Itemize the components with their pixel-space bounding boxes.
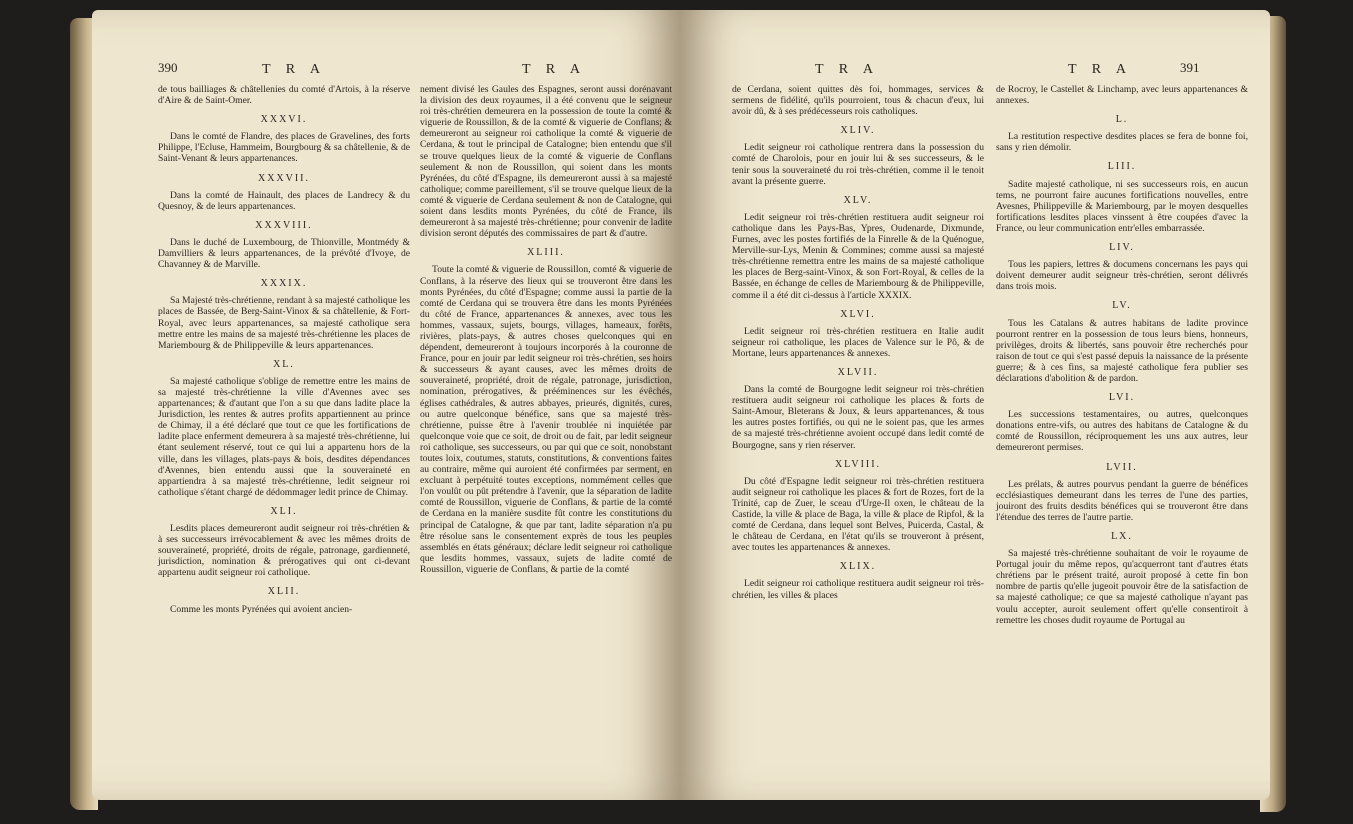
article-number: XLIV.: [840, 125, 876, 137]
article-number: L.: [1115, 114, 1129, 126]
paragraph: Sa Majesté très-chrétienne, rendant à sa majesté catholique les places de Bassée, de Berg-Saint-Vinox & sa châtellenie, & Fort-Royal, avec leurs appartenances, sa majesté catholique sera mettre entre les mains de sa majesté très-chrétienne les places de Mariembourg & de Philippeville & leurs appartenances.: [158, 295, 410, 351]
paragraph: nement divisé les Gaules des Espagnes, seront aussi dorénavant la division des deux royaumes, il a été convenu que le seigneur roi très-chrétien demeurera en la possession de toute la comté & viguerie de Roussillon, & de la comté & viguerie de Conflans; & demeureront au seigneur roi catholique la comté & viguerie de Cerdana, & tout le principal de Catalogne; bien entendu que s'il se trouve quelques lieux de la comté & viguerie de Conflans seulement & non de Roussillon, qui soient dans les monts Pyrénées, du côté d'Espagne, ils demeureront aussi à sa majesté catholique; comme pareillement, s'il se trouve quelque lieux de la comté & viguerie de Cerdana seulement & non de Catalogne, qui soient dans lesdits monts Pyrénées, du côté de France, ils demeureront à sa majesté très-chrétienne; pour convenir de ladite division seront députés des commissaires de part & d'autre.: [420, 84, 672, 240]
paragraph: de Cerdana, soient quittes dès foi, hommages, services & sermens de fidélité, qu'ils pourroient, tous & chacun d'eux, lui avoir dû, & à ses prédécesseurs rois catholiques.: [732, 84, 984, 118]
paragraph: Du côté d'Espagne ledit seigneur roi très-chrétien restituera audit seigneur roi catholique les places & fort de Rozes, fort de la Trinité, cap de Zuer, le sceau d'Urge-Il oxen, le château de la Castide, la ville & place de Baga, la ville & place de Ripfol, & la comté de Cerdana, dans lequel sont Belves, Puicerda, Castal, & le château de Cerdana, en l'état qu'ils se trouveront à présent, avec toutes les appartenances & annexes.: [732, 475, 984, 554]
running-head: T R A: [815, 62, 879, 77]
paragraph: Dans le duché de Luxembourg, de Thionville, Montmédy & Damvilliers & leurs appartenances, de la prévôté d'Ivoye, de Chavanney & de Marville.: [158, 236, 410, 271]
article-number: XLIX.: [839, 561, 877, 573]
article-number: XXXVII.: [257, 172, 311, 184]
article-number: LX.: [1111, 531, 1133, 542]
paragraph: Sa majesté catholique s'oblige de remettre entre les mains de sa majesté très-chrétienne la ville d'Avennes avec ses appartenances; & d'autant que l'on a su que dans ladite place la Jurisdiction, les rentes & autres profits appartiennent au prince de Chimay, il a été déclaré que tout ce que les fortifications de ladite place enferment demeurera à sa majesté très-chrétienne, lui étant seulement réservé, tout ce qui lui a appartenu hors de la ville, dans les villages, plats-pays & bois, desdites dépendances d'Avennes, bien entendu aussi que la souveraineté en appartiendra à sa majesté très-chrétienne, ledit seigneur roi catholique s'étant chargé de dédommager ledit prince de Chimay.: [158, 375, 410, 498]
running-head: T R A: [262, 62, 326, 77]
article-number: XLVI.: [840, 308, 876, 320]
article-number: LVII.: [1106, 461, 1138, 473]
paragraph: Sa majesté très-chrétienne souhaitant de voir le royaume de Portugal jouir du même repos, qu'acquerront tant d'autres états chrétiens par le présent traité, auroit proposé à cette fin bon nombre de partis qu'elle jugeoit pouvoir être de la satisfaction de sa majesté catholique; ce que sa majesté catholique n'ayant pas voulu accepter, auroit seulement offert qu'elle consentiroit à remettre les choses dudit royaume de Portugal au: [996, 548, 1248, 626]
paragraph: Lesdits places demeureront audit seigneur roi très-chrétien & à ses successeurs irrévocablement & avec les mêmes droits de souveraineté, propriété, droits de régale, patronage, gardienneté, jurisdiction, nomination & prérogatives qui ont ci-devant appartenu audit seigneur roi catholique.: [158, 523, 410, 579]
article-number: XLI.: [270, 505, 298, 517]
right-page: [680, 10, 1270, 800]
article-number: LVI.: [1108, 392, 1136, 404]
paragraph: Sadite majesté catholique, ni ses successeurs rois, en aucun tems, ne pourront faire aucunes fortifications nouvelles, entre Avesnes, Philippeville & Mariembourg, par le moyen desquelles fortifications lesdites places vinssent à être coupées d'avec la France, ou leur communication entr'elles embarrassée.: [996, 178, 1248, 234]
paragraph: Tous les Catalans & autres habitans de ladite province pourront rentrer en la possession de tous leurs biens, honneurs, privilèges, droits & libertés, sans pouvoir être recherchés pour raison de tout ce qui s'est passé depuis la naissance de la présente guerre; & à ces fins, sa majesté catholique fera publier ses déclarations d'abolition & de pardon.: [996, 317, 1248, 384]
article-number: XLV.: [843, 194, 873, 206]
article-number: XLVIII.: [834, 458, 882, 470]
text-column: [732, 84, 984, 605]
paragraph: Ledit seigneur roi catholique rentrera dans la possession du comté de Charolois, pour en jouir lui & ses successeurs, & le tenir sous la souveraineté du roi très-chrétien, comme il le tenoit avant la présente guerre.: [732, 142, 984, 187]
paragraph: Dans la comté de Bourgogne ledit seigneur roi très-chrétien restituera audit seigneur roi catholique les places & forts de Saint-Amour, Bleterans & Joux, & leurs appartenances, & tous les autres postes fortifiés, ou qui ne le soient pas, que les armes de sa majesté très-chrétienne avoient occupé dans ledit comté de Bourgogne, sans y rien réserver.: [732, 384, 984, 451]
paragraph: Dans le comté de Flandre, des places de Gravelines, des forts Philippe, l'Ecluse, Hammeim, Bourgbourg & sa châtellenie, & de Saint-Venant & leurs appartenances.: [158, 131, 410, 165]
article-number: XXXVIII.: [255, 219, 313, 231]
paragraph: Dans la comté de Hainault, des places de Landrecy & du Quesnoy, & de leurs appartenances.: [158, 189, 410, 212]
article-number: XLIII.: [527, 247, 565, 259]
paragraph: Les prélats, & autres pourvus pendant la guerre de bénéfices ecclésiastiques demeurant dans les terres de l'une des parties, jouiront des fruits desdits bénéfices qui se trouveront être dans l'étendue des terres de l'autre partie.: [996, 478, 1248, 523]
article-number: XXXVI.: [260, 114, 308, 126]
article-number: LV.: [1112, 300, 1132, 312]
article-number: LIII.: [1107, 161, 1137, 173]
paragraph: de tous bailliages & châtellenies du comté d'Artois, à la réserve d'Aire & de Saint-Omer.: [158, 84, 410, 107]
paragraph: La restitution respective desdites places se fera de bonne foi, sans y rien démolir.: [996, 131, 1248, 154]
article-number: XL.: [273, 358, 295, 370]
paragraph: Ledit seigneur roi très-chrétien restituera audit seigneur roi catholique dans les Pays-Bas, Ypres, Oudenarde, Dixmunde, Furnes, avec les postes fortifiés de la Finrelle & de la Quénogue, Merville-sur-Lys, Menin & Commines; comme aussi sa majesté très-chrétienne remettra entre les mains de sa majesté catholique les places de Berg-saint-Vinox, & son Fort-Royal, & celles de la Bassée, en échange de celles de Mariembourg & de Philippeville, comme il a été dit ci-dessus à l'article XXXIX.: [732, 211, 984, 301]
text-column: [158, 84, 410, 619]
article-number: LIV.: [1109, 242, 1135, 254]
paragraph: Ledit seigneur roi très-chrétien restituera en Italie audit seigneur roi catholique, les places de Valence sur le Pô, & de Mortane, leurs appartenances & annexes.: [732, 325, 984, 359]
left-page: [92, 10, 680, 800]
page-number: 391: [1180, 60, 1200, 75]
text-column: [420, 84, 672, 579]
article-number: XXXIX.: [260, 278, 308, 290]
article-number: XLVII.: [837, 366, 879, 378]
article-number: XLII.: [267, 586, 301, 598]
paragraph: Comme les monts Pyrénées qui avoient ancien-: [170, 603, 353, 615]
paragraph: Toute la comté & viguerie de Roussillon, comté & viguerie de Conflans, à la réserve des lieux qui se trouveront être dans les monts Pyrénées, du côté d'Espagne; comme aussi la partie de la comté de Cerdana qui se trouvera être dans les monts Pyrénées du côté de France, appartenances & annexes, avec tous les hommes, vassaux, sujets, bourgs, villages, hameaux, forêts, rivières, plats-pays, & autres choses quelconques qui en dépendent, demeureront à toujours incorporés à la couronne de France, pour en jouir par ledit seigneur roi très-chrétien, ses hoirs & successeurs & ayant causes, avec les mêmes droits de souveraineté, propriété, droit de régale, patronage, jurisdiction, nomination, prérogatives, & prééminences sur les évêchés, églises cathédrales, & autres abbayes, prieurés, dignités, cures, ou autre quelconque bénéfice, sans que sa majesté très-chrétienne, puisse être à l'avenir troublée ni inquiétée par quelconque voie que ce soit, de droit ou de fait, par ledit seigneur roi catholique, ses successeurs, ou par qui que ce soit, nonobstant toutes loix, coutumes, statuts, constitutions, & conventions faites au contraire, même qui auroient été confirmées par serment, en excluant à perpétuité toutes exceptions, nommément celles que l'on voulût ou pût prétendre à l'avenir, que la séparation de ladite comté de Roussillon, viguerie de Conflans, & partie de la comté de Cerdana en la manière susdite fût contre les constitutions du principal de Catalogne, & que par tant, ladite séparation n'a pu être résolue sans le consentement exprès de tous les peuples assemblés en états généraux; déclare ledit seigneur roi catholique que lesdits hommes, vassaux, sujets de ladite comté de Roussillon, viguerie de Conflans, & partie de la comté: [420, 264, 672, 575]
paragraph: de Rocroy, le Castellet & Linchamp, avec leurs appartenances & annexes.: [996, 84, 1248, 107]
paragraph: Tous les papiers, lettres & documens concernans les pays qui doivent demeurer audit seigneur très-chrétien, seront délivrés dans trois mois.: [996, 259, 1248, 293]
running-head: T R A: [1068, 62, 1132, 77]
running-head: T R A: [522, 62, 586, 77]
paragraph: Ledit seigneur roi catholique restituera audit seigneur roi très-chrétien, les villes & places: [732, 578, 984, 601]
open-book: [70, 10, 1290, 822]
page-number: 390: [158, 60, 178, 75]
text-column: [996, 84, 1248, 630]
paragraph: Les successions testamentaires, ou autres, quelconques donations entre-vifs, ou autres des habitans de Catalogne & du comté de Roussillon, réciproquement les uns aux autres, leur demeureront permises.: [996, 409, 1248, 454]
